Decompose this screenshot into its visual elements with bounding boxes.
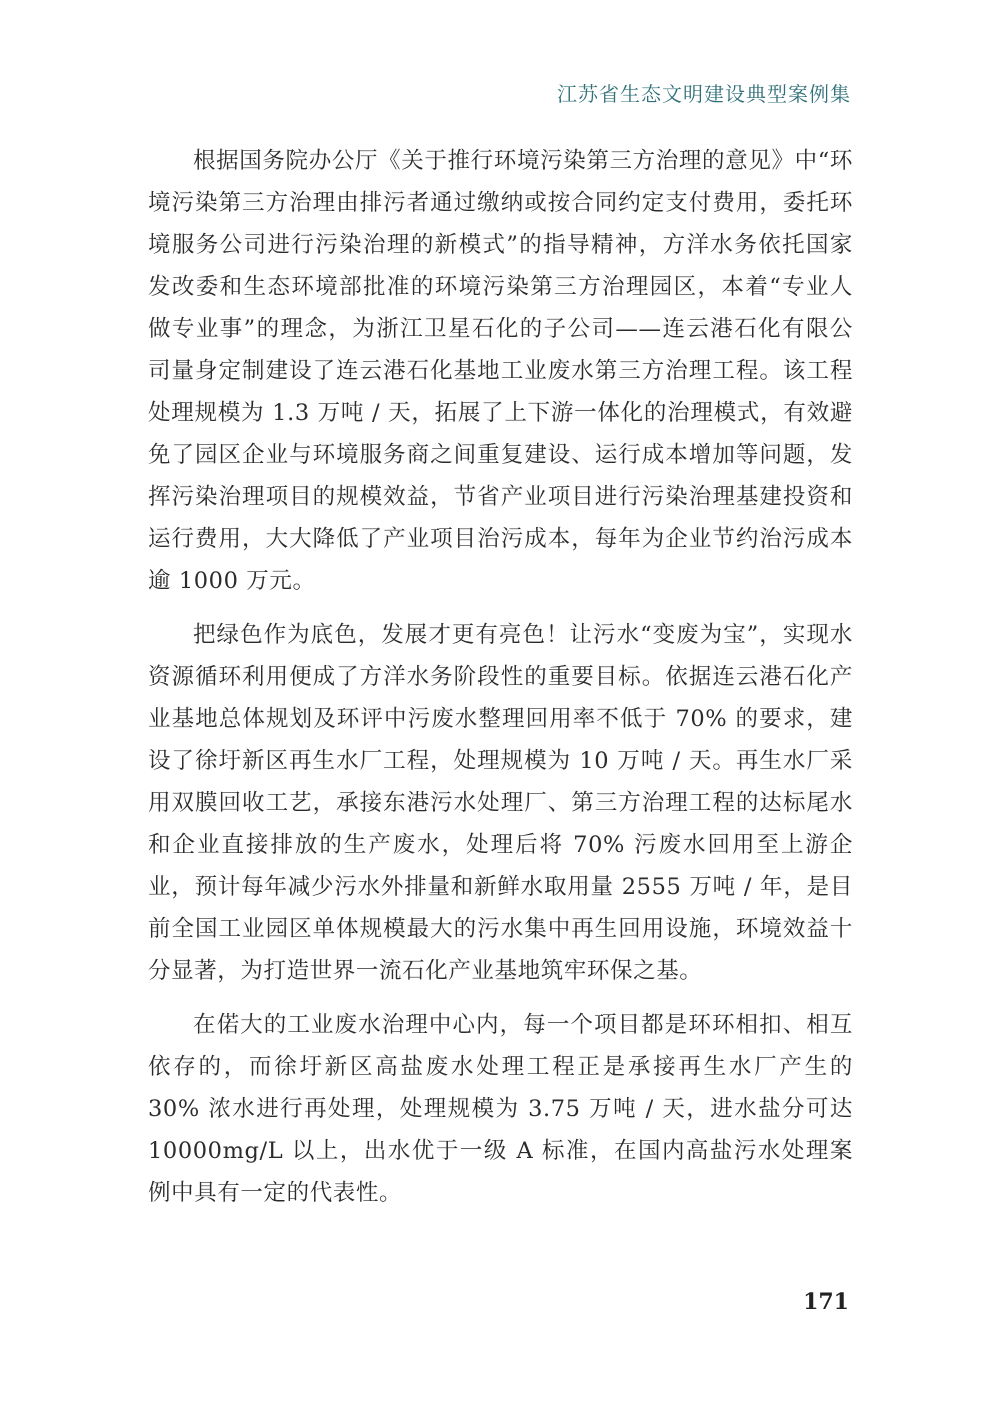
page-number: 171 <box>803 1289 849 1315</box>
paragraph-1: 根据国务院办公厅《关于推行环境污染第三方治理的意见》中“环境污染第三方治理由排污者通过缴纳或按合同约定支付费用，委托环境服务公司进行污染治理的新模式”的指导精神，方洋水务依托国家发改委和生态环境部批准的环境污染第三方治理园区，本着“专业人做专业事”的理念，为浙江卫星石化的子公司——连云港石化有限公司量身定制建设了连云港石化基地工业废水第三方治理工程。该工程处理规模为 1.3 万吨 / 天，拓展了上下游一体化的治理模式，有效避免了园区企业与环境服务商之间重复建设、运行成本增加等问题，发挥污染治理项目的规模效益，节省产业项目进行污染治理基建投资和运行费用，大大降低了产业项目治污成本，每年为企业节约治污成本逾 1000 万元。 <box>148 148 853 594</box>
body-text <box>148 140 853 1226</box>
paragraph-3: 在偌大的工业废水治理中心内，每一个项目都是环环相扣、相互依存的，而徐圩新区高盐废水处理工程正是承接再生水厂产生的 30% 浓水进行再处理，处理规模为 3.75 万吨 / 天，进水盐分可达 10000mg/L 以上，出水优于一级 A 标准，在国内高盐污水处理案例中具有一定的代表性。 <box>148 1012 853 1206</box>
paragraph-2: 把绿色作为底色，发展才更有亮色！让污水“变废为宝”，实现水资源循环利用便成了方洋水务阶段性的重要目标。依据连云港石化产业基地总体规划及环评中污废水整理回用率不低于 70% 的要求，建设了徐圩新区再生水厂工程，处理规模为 10 万吨 / 天。再生水厂采用双膜回收工艺，承接东港污水处理厂、第三方治理工程的达标尾水和企业直接排放的生产废水，处理后将 70% 污废水回用至上游企业，预计每年减少污水外排量和新鲜水取用量 2555 万吨 / 年，是目前全国工业园区单体规模最大的污水集中再生回用设施，环境效益十分显著，为打造世界一流石化产业基地筑牢环保之基。 <box>148 622 853 984</box>
running-header-title: 江苏省生态文明建设典型案例集 <box>557 82 851 106</box>
